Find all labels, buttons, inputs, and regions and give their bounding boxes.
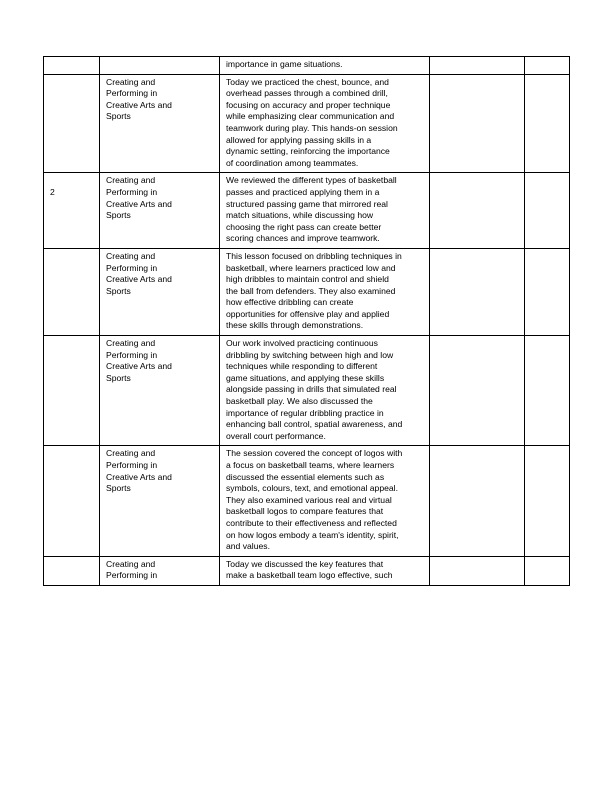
strand-line: Sports bbox=[106, 285, 131, 296]
strand-line: Sports bbox=[106, 111, 131, 122]
empty-cell bbox=[525, 556, 570, 585]
description-line: We reviewed the different types of basketball bbox=[226, 175, 397, 186]
description-line: passes and practiced applying them in a bbox=[226, 186, 380, 197]
empty-cell bbox=[430, 173, 525, 249]
week-cell: 2 bbox=[44, 173, 100, 249]
empty-cell bbox=[430, 556, 525, 585]
description-line: allowed for applying passing skills in a bbox=[226, 134, 372, 145]
description-line: focusing on accuracy and proper technique bbox=[226, 99, 391, 110]
strand-cell bbox=[100, 173, 220, 249]
table-row bbox=[44, 446, 570, 556]
description-line: on how logos embody a team's identity, spirit, bbox=[226, 529, 399, 540]
strand-cell bbox=[100, 248, 220, 335]
week-cell bbox=[44, 556, 100, 585]
strand-line: Creative Arts and bbox=[106, 361, 172, 372]
description-cell bbox=[220, 173, 430, 249]
strand-line: Creating and bbox=[106, 76, 156, 87]
table-row bbox=[44, 248, 570, 335]
table-row bbox=[44, 74, 570, 173]
week-cell bbox=[44, 446, 100, 556]
strand-line: Creating and bbox=[106, 250, 156, 261]
empty-cell bbox=[430, 248, 525, 335]
description-line: while emphasizing clear communication and bbox=[226, 111, 395, 122]
description-cell bbox=[220, 336, 430, 446]
strand-line: Performing in bbox=[106, 460, 158, 470]
description-line: how effective dribbling can create bbox=[226, 297, 354, 308]
strand-cell bbox=[100, 57, 220, 75]
description-cell bbox=[220, 556, 430, 585]
empty-cell bbox=[525, 74, 570, 173]
description-line: the ball from defenders. They also examined bbox=[226, 285, 396, 296]
strand-line: Performing in bbox=[106, 349, 158, 360]
description-line: contribute to their effectiveness and reflected bbox=[226, 517, 397, 528]
description-line: Today we discussed the key features that bbox=[226, 558, 384, 569]
strand-line: Sports bbox=[106, 483, 131, 494]
description-line: basketball, where learners practiced low and bbox=[226, 262, 396, 273]
strand-cell bbox=[100, 74, 220, 173]
week-cell bbox=[44, 336, 100, 446]
description-line: dynamic setting, reinforcing the importance bbox=[226, 146, 390, 157]
lesson-log-body bbox=[44, 57, 570, 586]
strand-line: Creating and bbox=[106, 338, 156, 349]
empty-cell bbox=[430, 74, 525, 173]
empty-cell bbox=[430, 446, 525, 556]
description-line: structured passing game that mirrored real bbox=[226, 198, 388, 209]
empty-cell bbox=[430, 336, 525, 446]
strand-line: Creating and bbox=[106, 448, 156, 459]
lesson-log-table bbox=[43, 56, 570, 586]
week-cell bbox=[44, 74, 100, 173]
description-cell bbox=[220, 248, 430, 335]
description-line: scoring chances and improve teamwork. bbox=[226, 233, 380, 244]
week-cell bbox=[44, 248, 100, 335]
description-line: overhead passes through a combined drill, bbox=[226, 88, 388, 99]
table-row bbox=[44, 556, 570, 585]
strand-line: Creating and bbox=[106, 175, 156, 186]
description-line: match situations, while discussing how bbox=[226, 210, 374, 221]
strand-line: Performing in bbox=[106, 186, 158, 197]
description-line: these skills through demonstrations. bbox=[226, 320, 364, 331]
description-line: discussed the essential elements such as bbox=[226, 471, 385, 482]
description-line: importance of regular dribbling practice in bbox=[226, 407, 384, 418]
strand-line: Performing in bbox=[106, 262, 158, 273]
strand-cell bbox=[100, 446, 220, 556]
empty-cell bbox=[525, 336, 570, 446]
description-line: The session covered the concept of logos with bbox=[226, 448, 403, 459]
description-line: They also examined various real and virtual bbox=[226, 494, 392, 505]
description-line: make a basketball team logo effective, such bbox=[226, 570, 393, 581]
description-line: dribbling by switching between high and low bbox=[226, 349, 394, 360]
description-cell bbox=[220, 74, 430, 173]
description-line: techniques while responding to different bbox=[226, 361, 378, 372]
strand-line: Sports bbox=[106, 210, 131, 221]
description-line: basketball play. We also discussed the bbox=[226, 396, 373, 407]
strand-line: Creative Arts and bbox=[106, 198, 172, 209]
strand-line: Performing in bbox=[106, 88, 158, 99]
description-cell bbox=[220, 57, 430, 75]
description-line: basketball logos to compare features that bbox=[226, 506, 384, 517]
empty-cell bbox=[525, 173, 570, 249]
table-row bbox=[44, 336, 570, 446]
strand-cell bbox=[100, 336, 220, 446]
description-line: Our work involved practicing continuous bbox=[226, 338, 378, 349]
strand-line: Performing in bbox=[106, 570, 158, 581]
table-row bbox=[44, 173, 570, 249]
description-line: choosing the right pass can create better bbox=[226, 221, 382, 232]
description-line: and values. bbox=[226, 541, 270, 552]
empty-cell bbox=[430, 57, 525, 75]
description-line: of coordination among teammates. bbox=[226, 157, 359, 168]
table-row bbox=[44, 57, 570, 75]
empty-cell bbox=[525, 57, 570, 75]
description-line: symbols, colours, text, and emotional appeal. bbox=[226, 483, 398, 494]
description-line: Today we practiced the chest, bounce, and bbox=[226, 76, 389, 87]
description-cell bbox=[220, 446, 430, 556]
description-line: alongside passing in drills that simulated real bbox=[226, 384, 397, 395]
strand-line: Creating and bbox=[106, 558, 156, 569]
description-line: importance in game situations. bbox=[226, 59, 343, 69]
description-line: game situations, and applying these skills bbox=[226, 372, 385, 383]
description-line: a focus on basketball teams, where learners bbox=[226, 460, 395, 470]
strand-cell bbox=[100, 556, 220, 585]
empty-cell bbox=[525, 446, 570, 556]
strand-line: Creative Arts and bbox=[106, 274, 172, 285]
strand-line: Creative Arts and bbox=[106, 471, 172, 482]
week-cell bbox=[44, 57, 100, 75]
description-line: opportunities for offensive play and applied bbox=[226, 308, 390, 319]
strand-line: Sports bbox=[106, 372, 131, 383]
description-line: enhancing ball control, spatial awareness, and bbox=[226, 419, 403, 430]
strand-line: Creative Arts and bbox=[106, 99, 172, 110]
description-line: teamwork during play. This hands-on session bbox=[226, 122, 398, 133]
description-line: high dribbles to maintain control and shield bbox=[226, 274, 389, 285]
description-line: This lesson focused on dribbling techniques in bbox=[226, 250, 402, 261]
description-line: overall court performance. bbox=[226, 430, 326, 441]
empty-cell bbox=[525, 248, 570, 335]
